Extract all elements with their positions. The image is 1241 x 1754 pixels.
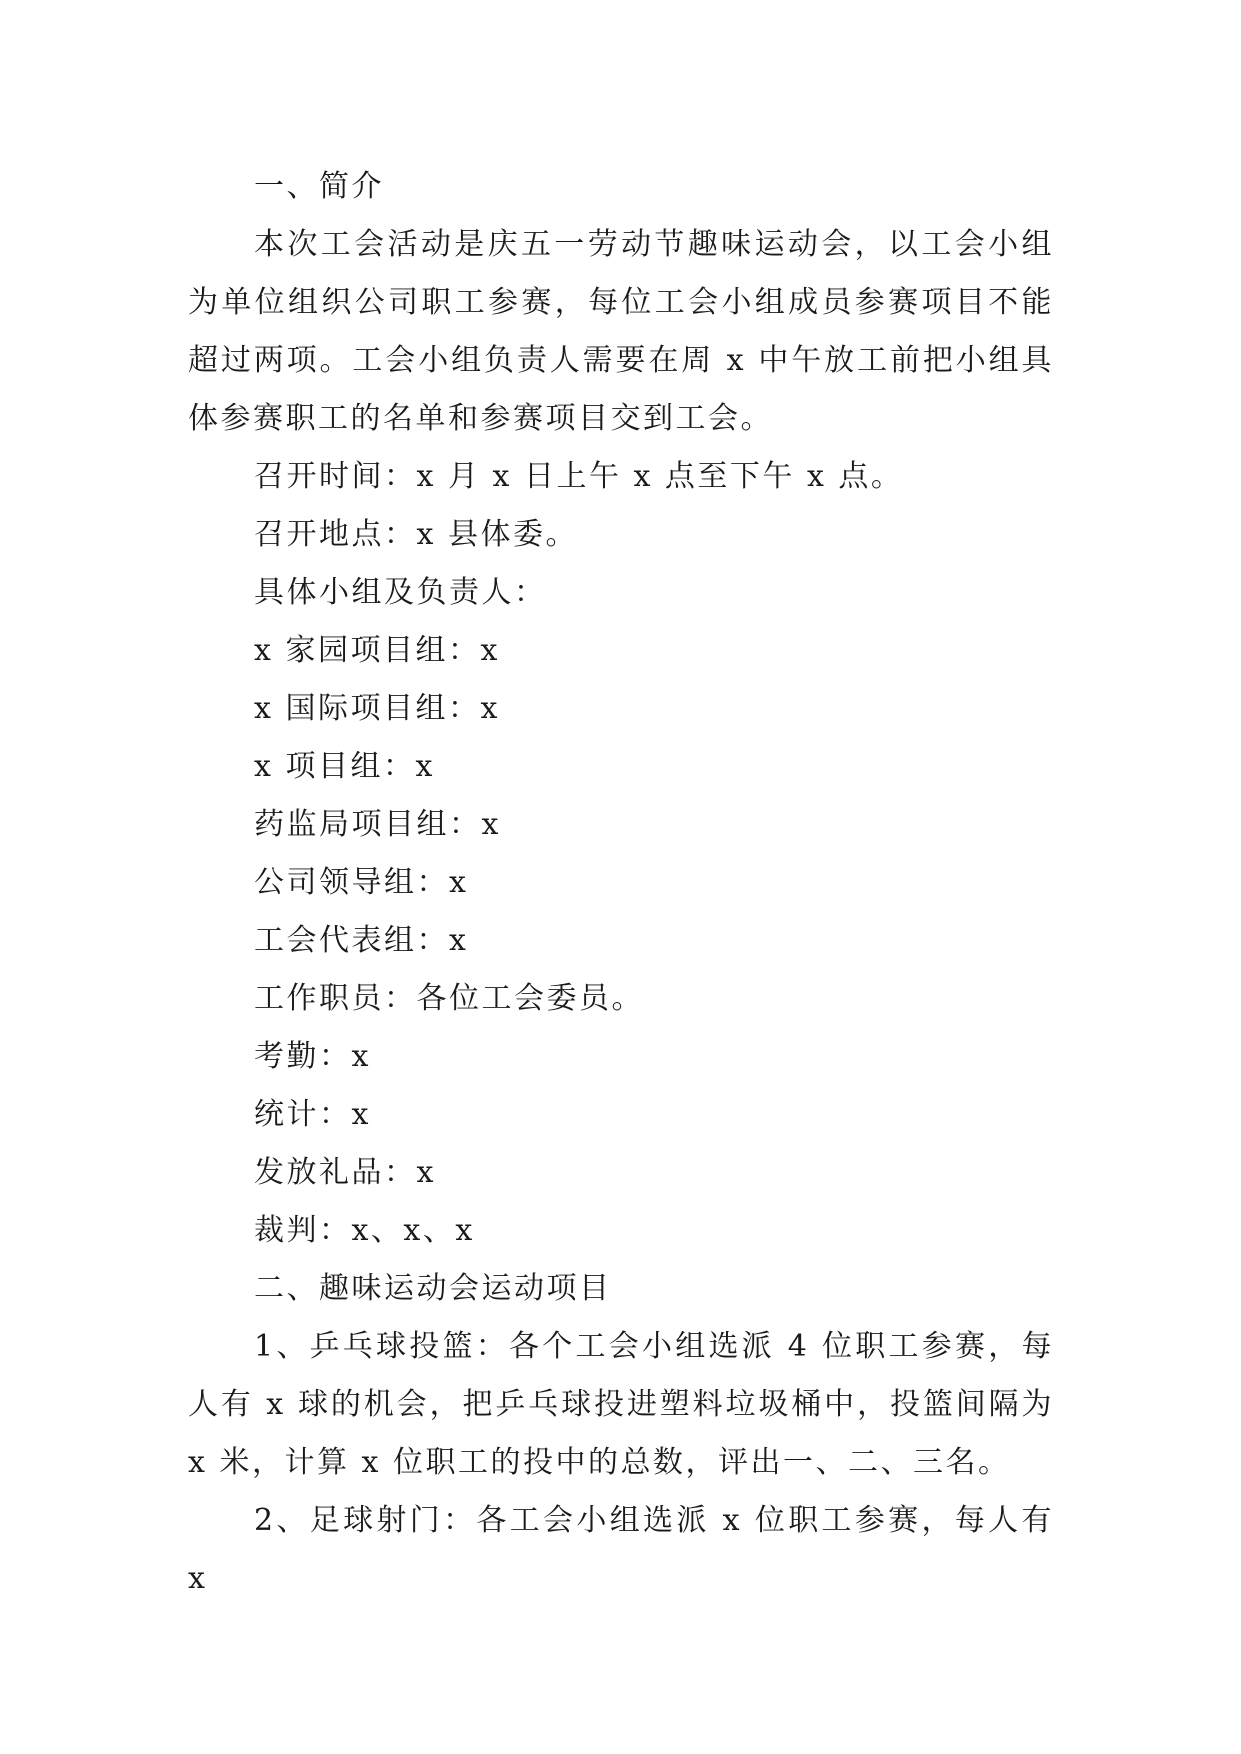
group-item: x 国际项目组：x — [254, 691, 500, 726]
staff-item: 裁判：x、x、x — [254, 1213, 475, 1248]
staff-item: 统计：x — [254, 1097, 371, 1132]
meeting-location: 召开地点：x 县体委。 — [254, 517, 578, 552]
intro-paragraph: 本次工会活动是庆五一劳动节趣味运动会，以工会小组为单位组织公司职工参赛，每位工会小组成员参赛项目不能超过两项。工会小组负责人需要在周 x 中午放工前把小组具体参赛职工的名单和参赛项目交到工会。 — [188, 227, 1054, 436]
meeting-time: 召开时间：x 月 x 日上午 x 点至下午 x 点。 — [254, 459, 904, 494]
group-item: x 家园项目组：x — [254, 633, 500, 668]
groups-heading: 具体小组及负责人： — [254, 575, 547, 610]
section-heading-intro: 一、简介 — [254, 169, 384, 204]
group-item: x 项目组：x — [254, 749, 435, 784]
section-heading-events: 二、趣味运动会运动项目 — [254, 1271, 612, 1306]
staff-item: 发放礼品：x — [254, 1155, 436, 1190]
event-item: 2、足球射门：各工会小组选派 x 位职工参赛，每人有 x — [188, 1503, 1054, 1596]
document-page — [188, 158, 1054, 1608]
group-item: 工会代表组：x — [254, 923, 469, 958]
staff-item: 工作职员：各位工会委员。 — [254, 981, 644, 1016]
event-item: 1、乒乓球投篮：各个工会小组选派 4 位职工参赛，每人有 x 球的机会，把乒乓球投进塑料垃圾桶中，投篮间隔为 x 米，计算 x 位职工的投中的总数，评出一、二、三名。 — [188, 1329, 1054, 1480]
group-item: 药监局项目组：x — [254, 807, 501, 842]
staff-item: 考勤：x — [254, 1039, 371, 1074]
group-item: 公司领导组：x — [254, 865, 469, 900]
